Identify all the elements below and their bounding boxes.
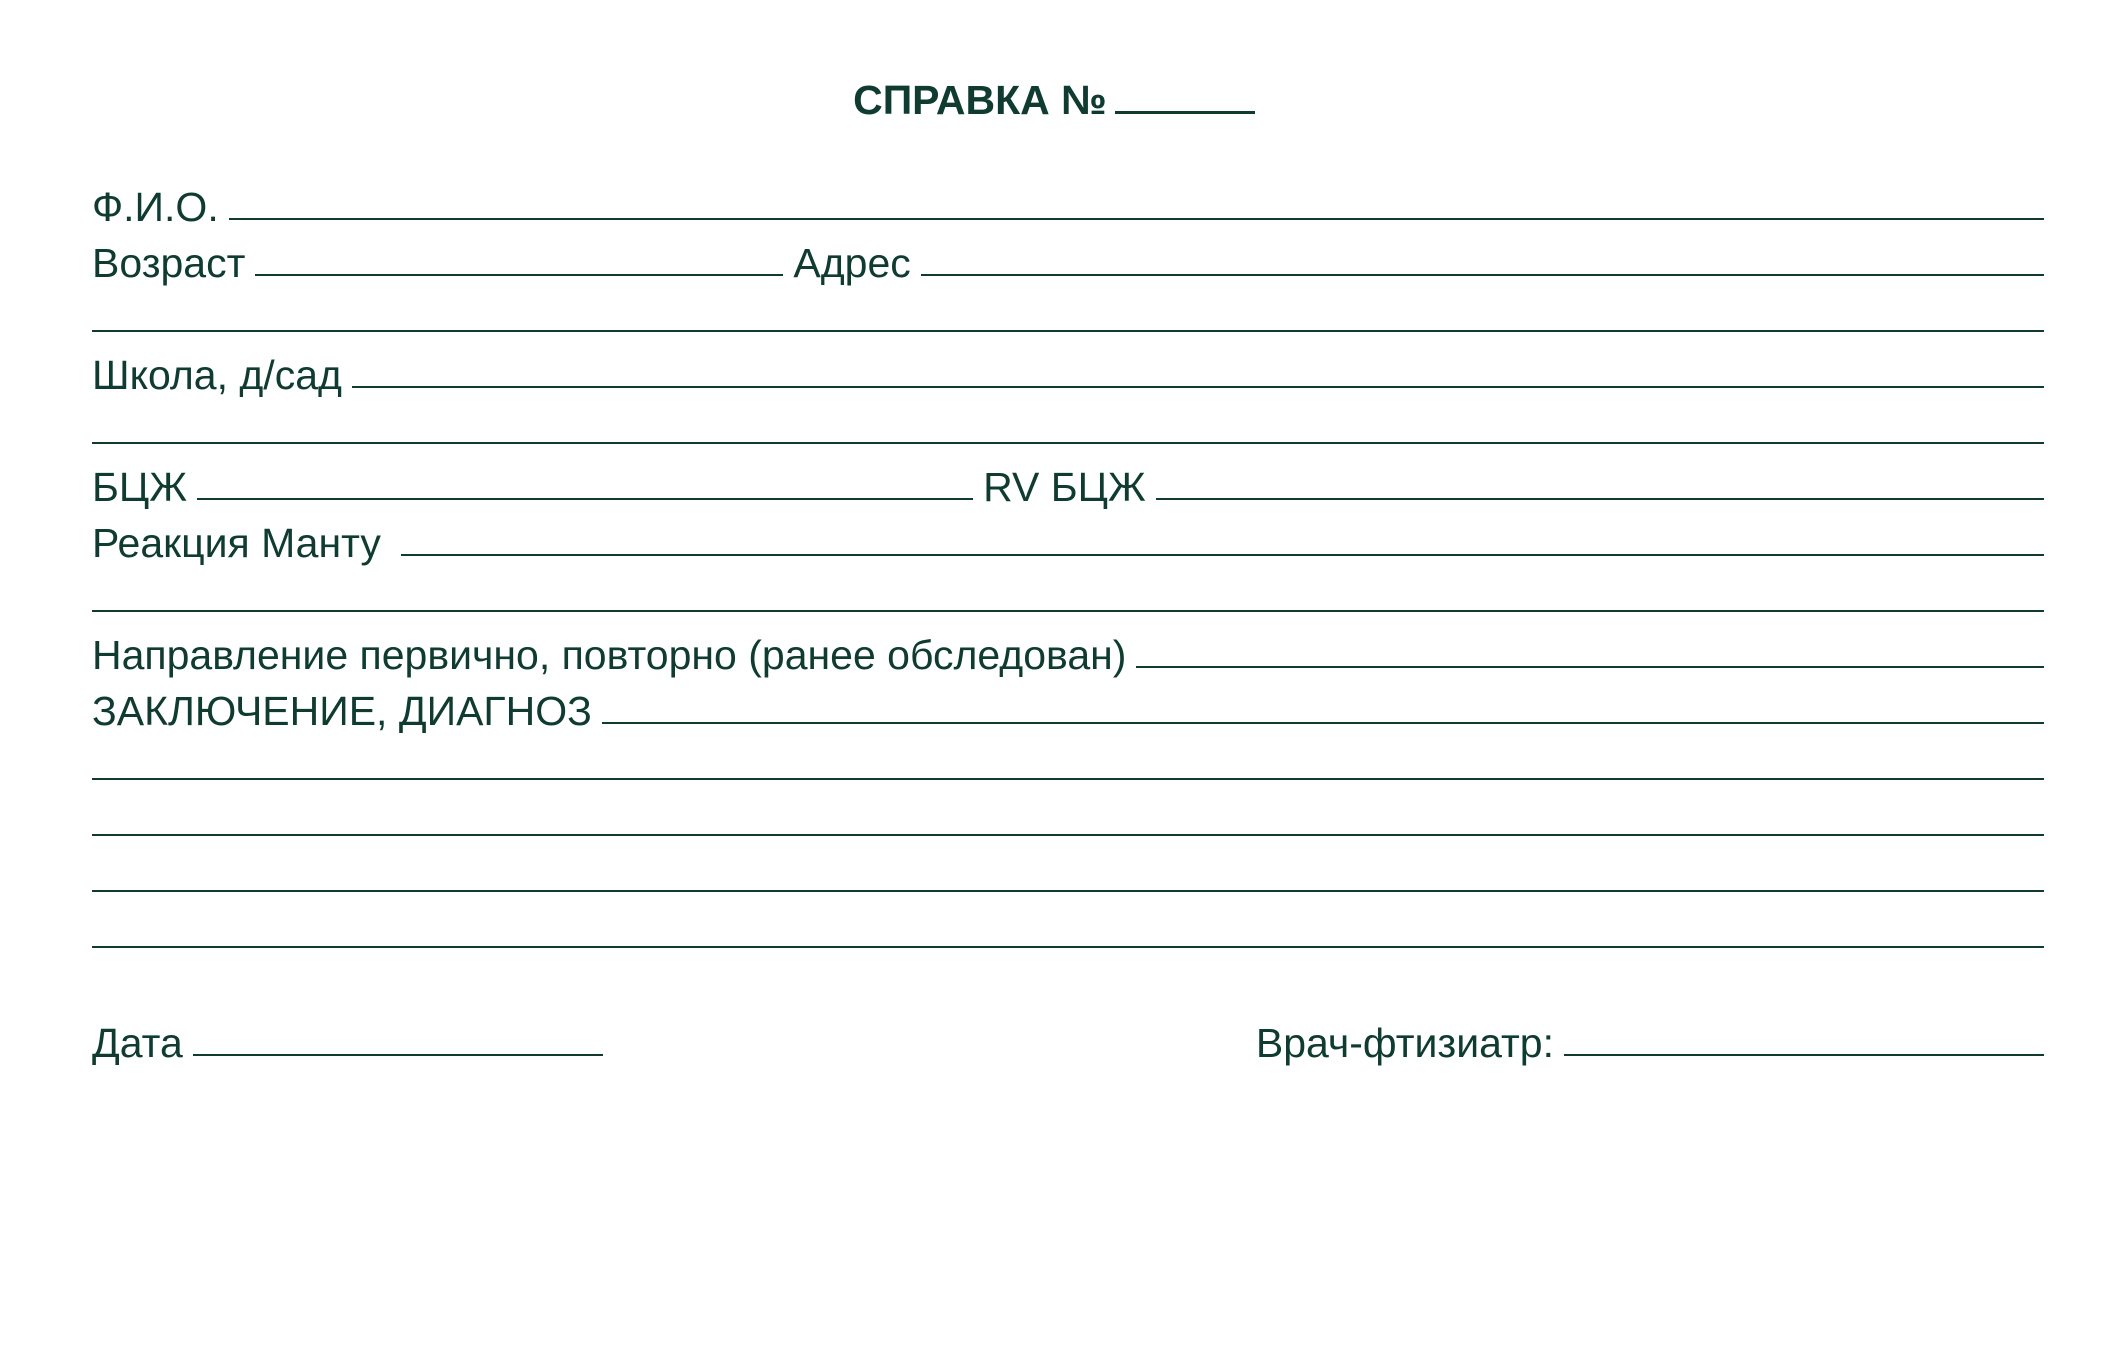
conclusion-field-line-4[interactable] [92,854,2044,892]
bcg-label: БЦЖ [92,464,188,510]
conclusion-continuation-row [92,798,2044,848]
conclusion-row [92,686,2044,736]
address-label: Адрес [793,240,911,286]
doctor-label: Врач-фтизиатр: [1255,1020,1554,1066]
bcg-field[interactable] [197,462,973,500]
referral-label: Направление первично, повторно (ранее обследован) [92,632,1127,678]
age-address-row [92,238,2044,288]
age-field[interactable] [255,238,783,276]
form-title-text: СПРАВКА № [853,77,1107,123]
conclusion-label: ЗАКЛЮЧЕНИЕ, ДИАГНОЗ [92,688,592,734]
mantoux-row [92,518,2044,568]
conclusion-continuation-row [92,742,2044,792]
bcg-row [92,462,2044,512]
mantoux-field[interactable] [401,518,2044,556]
conclusion-field-line-3[interactable] [92,798,2044,836]
rv-bcg-field[interactable] [1156,462,2044,500]
address-field-line-2[interactable] [92,294,2044,332]
mantoux-field-line-2[interactable] [92,574,2044,612]
school-field[interactable] [352,350,2044,388]
age-label: Возраст [92,240,246,286]
rv-bcg-label: RV БЦЖ [983,464,1146,510]
mantoux-continuation-row [92,574,2044,624]
conclusion-continuation-row [92,910,2044,960]
conclusion-field-line-5[interactable] [92,910,2044,948]
fio-label: Ф.И.О. [92,184,219,230]
fio-row [92,182,2044,232]
fio-field[interactable] [229,182,2044,220]
referral-field[interactable] [1136,630,2044,668]
school-row [92,350,2044,400]
school-label: Школа, д/сад [92,352,342,398]
conclusion-field-line-2[interactable] [92,742,2044,780]
form-title [0,73,2108,125]
conclusion-field[interactable] [602,686,2044,724]
date-label: Дата [92,1020,183,1066]
doctor-signature-field[interactable] [1564,1018,2044,1056]
address-continuation-row [92,294,2044,344]
mantoux-label: Реакция Манту [92,520,381,566]
school-field-line-2[interactable] [92,406,2044,444]
school-continuation-row [92,406,2044,456]
date-field[interactable] [193,1018,603,1056]
referral-row [92,630,2044,680]
address-field[interactable] [921,238,2044,276]
signature-row [92,1018,2044,1068]
certificate-number-field[interactable] [1115,73,1255,114]
conclusion-continuation-row [92,854,2044,904]
